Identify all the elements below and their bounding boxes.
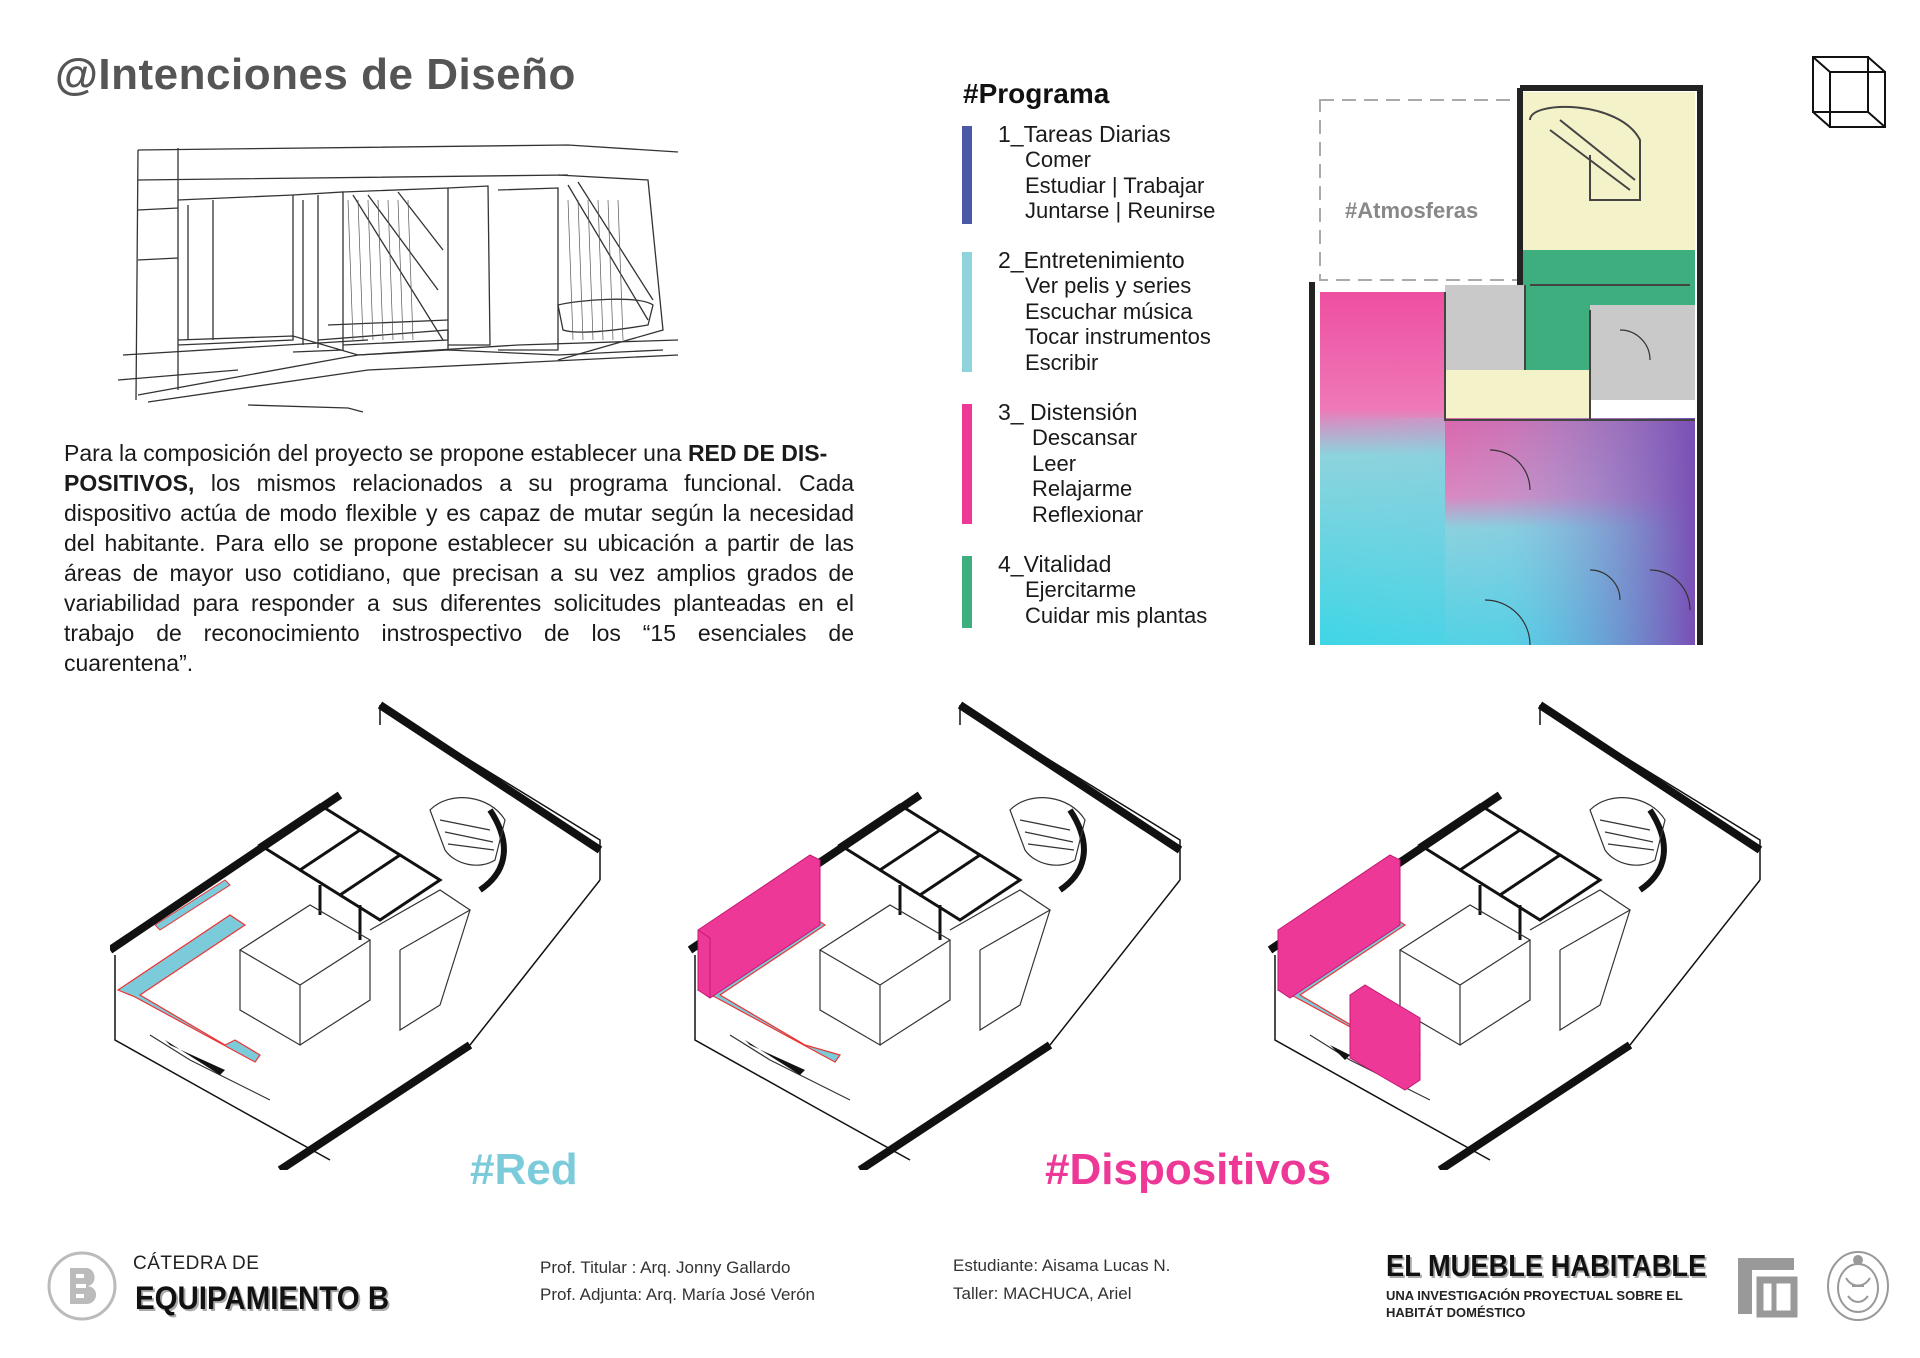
page-title: @Intenciones de Diseño	[55, 50, 576, 99]
description-text-1: Para la composición del proyecto se propone establecer una	[64, 440, 688, 466]
program-item: Juntarse | Reunirse	[1025, 198, 1216, 223]
laundry-zone	[1445, 370, 1590, 420]
faculty-logo-icon	[1730, 1250, 1802, 1322]
project-title: EL MUEBLE HABITABLE	[1386, 1248, 1707, 1283]
bathroom-zone	[1445, 285, 1525, 370]
living-gradient-purple	[1320, 418, 1695, 645]
program-item: Comer	[1025, 147, 1092, 172]
program-item: Ejercitarme	[1025, 577, 1137, 602]
perspective-sketch	[118, 140, 698, 415]
program-item: Estudiar | Trabajar	[1025, 172, 1205, 198]
program-color-bar	[962, 126, 972, 224]
program-heading: 4_Vitalidad	[998, 551, 1112, 577]
program-heading: 3_ Distensión	[998, 399, 1138, 425]
window-sill	[165, 1040, 225, 1075]
taller-name: Taller: MACHUCA, Ariel	[953, 1284, 1132, 1303]
university-seal-icon	[1822, 1248, 1894, 1324]
program-group-3	[962, 400, 1292, 525]
axon-devices-panel	[1270, 705, 1760, 1170]
cube-logo-icon	[1808, 52, 1890, 132]
program-group-1	[962, 122, 1292, 222]
red-network-shape	[118, 915, 260, 1062]
program-item: Tocar instrumentos	[1025, 324, 1211, 349]
program-color-bar	[962, 404, 972, 524]
equipamiento-label: EQUIPAMIENTO B	[135, 1280, 390, 1316]
device-wall-pink	[1278, 855, 1400, 998]
program-color-bar	[962, 252, 972, 372]
kitchen-zone	[1590, 305, 1695, 400]
program-item: Escribir	[1025, 349, 1099, 375]
program-group-2	[962, 248, 1292, 373]
catedra-logo-icon	[46, 1250, 118, 1322]
axon-devices-wall	[690, 705, 1180, 1170]
prof-adjunta: Prof. Adjunta: Arq. María José Verón	[540, 1285, 815, 1304]
terrace-outline	[1320, 100, 1520, 280]
program-item: Ver pelis y series	[1025, 273, 1192, 298]
description-bold-2: POSITIVOS,	[64, 470, 195, 496]
program-item: Leer	[1032, 450, 1077, 476]
program-heading: 1_Tareas Diarias	[998, 121, 1171, 147]
prof-titular: Prof. Titular : Arq. Jonny Gallardo	[540, 1258, 791, 1277]
description-text-2: los mismos relacionados a su programa funcional. Cada dispositivo actúa de modo flexible y es capaz de mutar según la necesidad del habitante. Para ello se propone establecer su ubicación a partir de las áreas de mayor uso cotidiano, que precisan a su vez amplios grados de variabilidad para responder a sus diferentes solicitudes planteadas en el trabajo de reconocimiento instrospectivo de los “15 esenciales de cuarentena”.	[64, 470, 854, 676]
program-item: Cuidar mis plantas	[1025, 602, 1208, 628]
axonometric-diagrams	[110, 700, 1780, 1170]
project-subtitle: UNA INVESTIGACIÓN PROYECTUAL SOBRE EL HABITÁT DOMÉSTICO	[1386, 1288, 1683, 1320]
floor-plan	[1290, 70, 1760, 645]
description-paragraph	[64, 438, 854, 678]
catedra-label: CÁTEDRA DE	[133, 1253, 260, 1274]
description-bold-1: RED DE DIS-	[687, 440, 828, 466]
device-wall-pink	[698, 855, 820, 998]
program-item: Escuchar música	[1025, 298, 1193, 324]
program-color-bar	[962, 556, 972, 628]
program-group-4	[962, 552, 1292, 632]
student-name: Estudiante: Aisama Lucas N.	[953, 1256, 1171, 1275]
device-panel-pink	[1350, 985, 1420, 1090]
program-heading: 2_Entretenimiento	[998, 247, 1185, 273]
program-title: #Programa	[963, 78, 1110, 109]
program-item: Reflexionar	[1032, 501, 1144, 527]
atmospheres-label: #Atmosferas	[1345, 198, 1479, 223]
axon-red-network	[110, 705, 600, 1170]
program-item: Relajarme	[1032, 476, 1133, 501]
stair-zone	[1520, 92, 1695, 272]
red-label: #Red	[470, 1145, 578, 1194]
program-item: Descansar	[1032, 425, 1138, 450]
dispositivos-label: #Dispositivos	[1045, 1145, 1332, 1194]
